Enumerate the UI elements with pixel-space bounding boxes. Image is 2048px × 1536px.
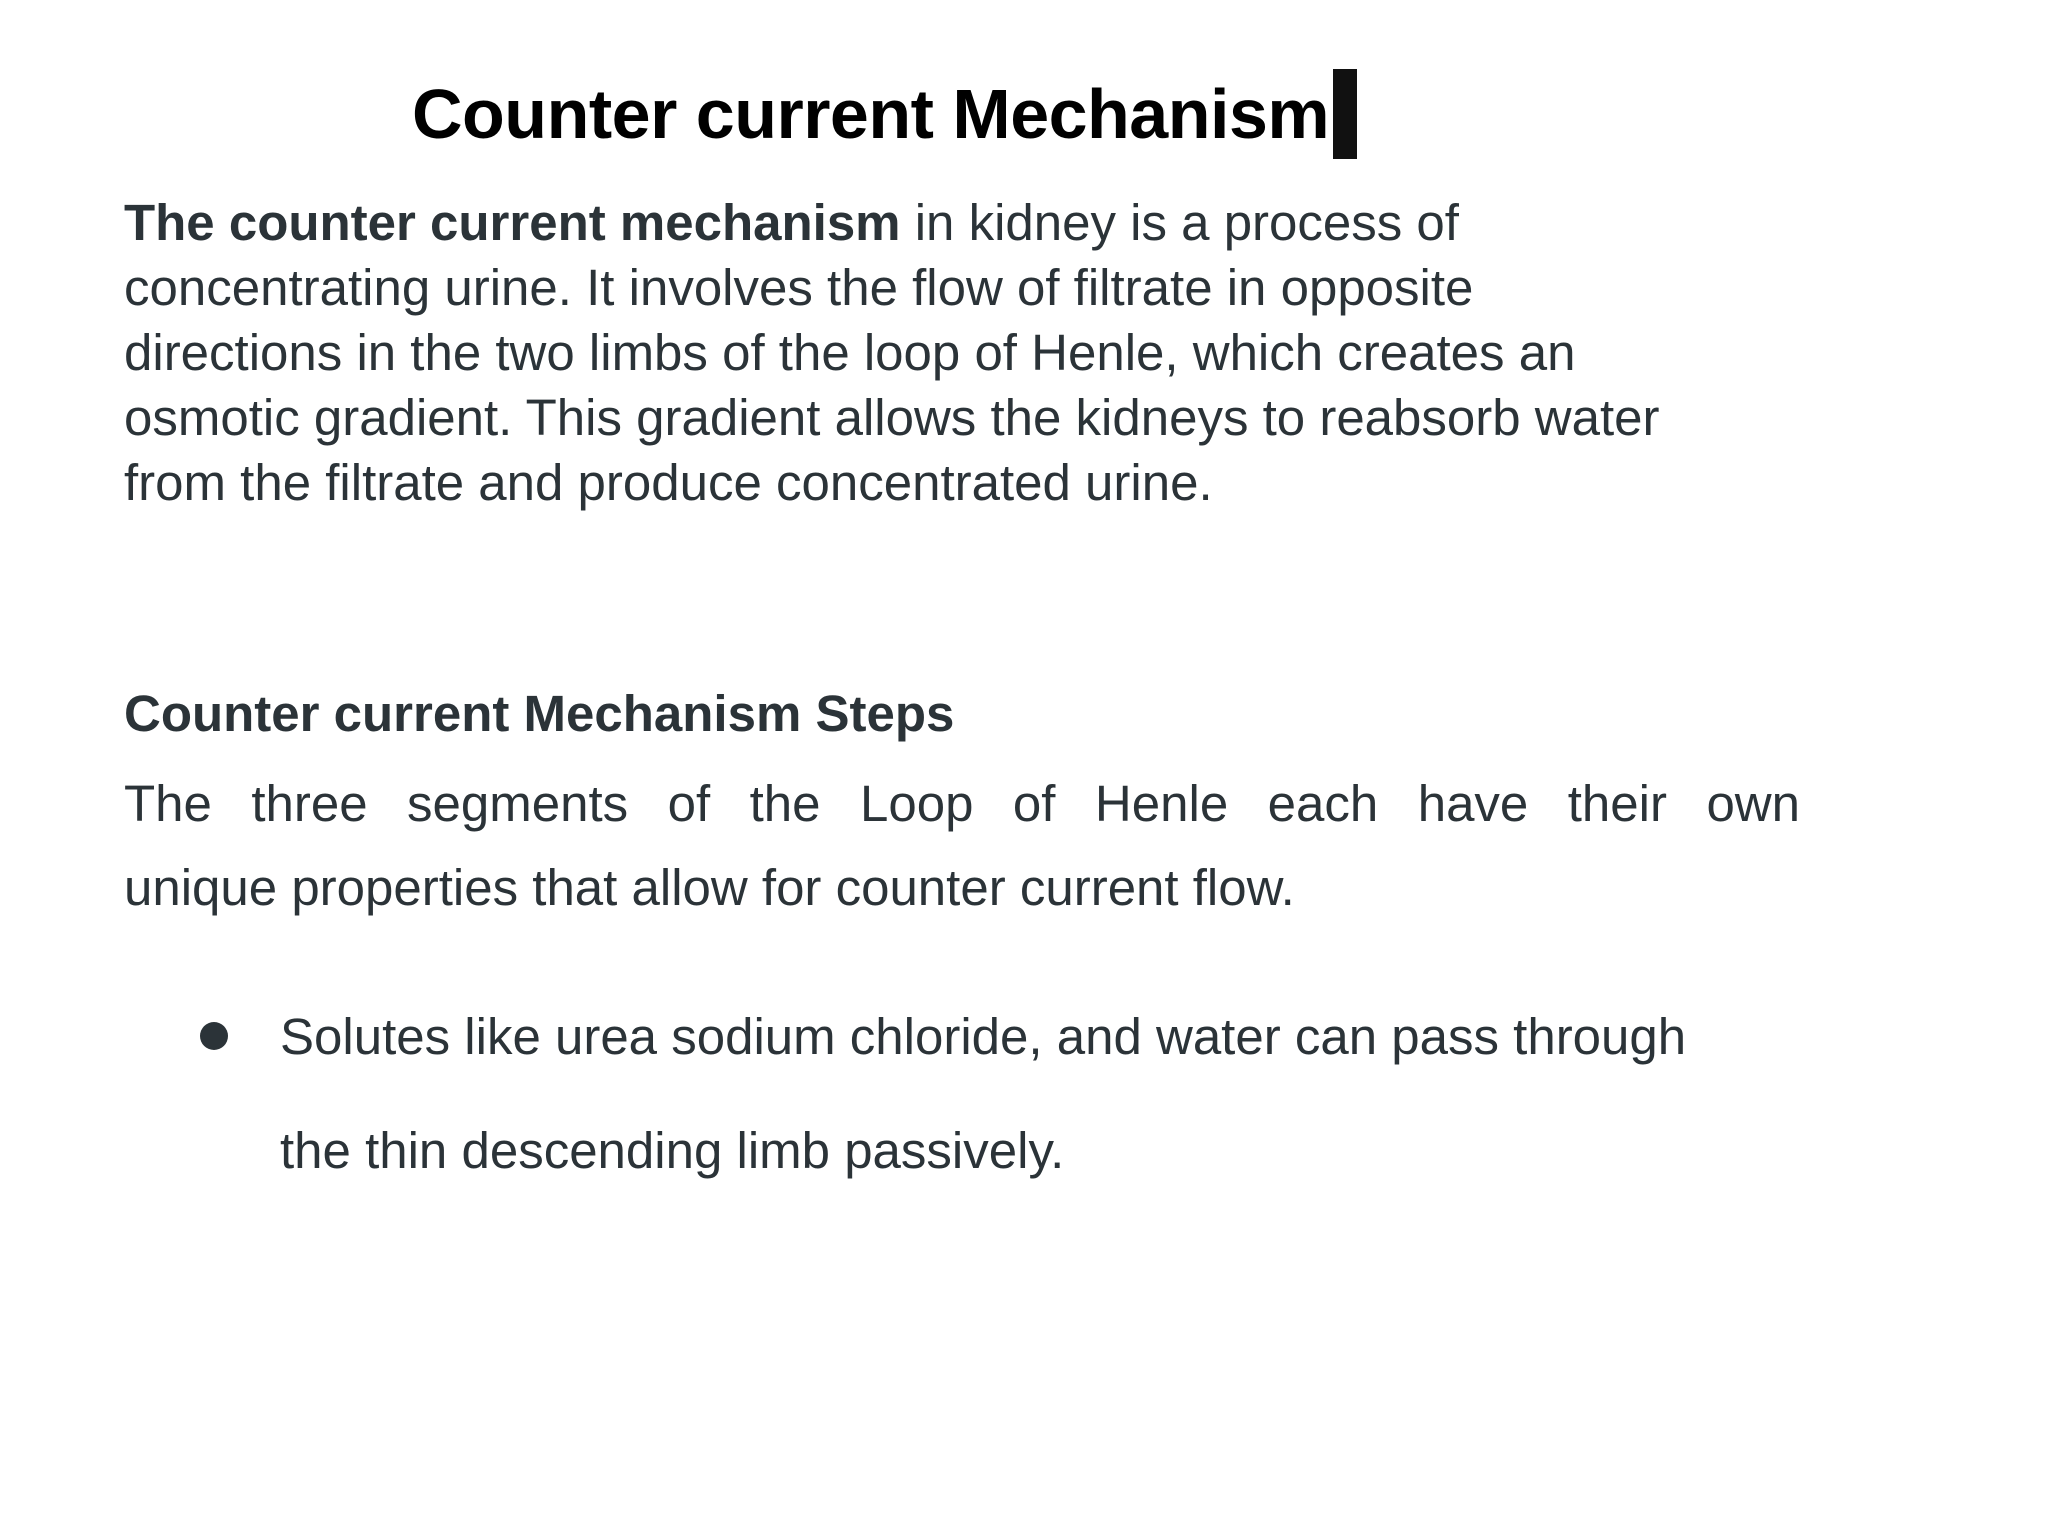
bullet-dot-icon bbox=[200, 1022, 228, 1050]
page-title: Counter current Mechanism bbox=[412, 75, 1330, 153]
intro-line: concentrating urine. It involves the flow of filtrate in opposite bbox=[124, 259, 1474, 316]
intro-line-text: in kidney is a process of bbox=[900, 194, 1459, 251]
intro-line bbox=[124, 190, 1824, 255]
intro-line: directions in the two limbs of the loop of Henle, which creates an bbox=[124, 324, 1576, 381]
steps-para-line: The three segments of the Loop of Henle each have their own bbox=[124, 775, 1800, 832]
bullet-line: Solutes like urea sodium chloride, and water can pass through bbox=[280, 1008, 1687, 1065]
steps-para-line: unique properties that allow for counter current flow. bbox=[124, 859, 1295, 916]
steps-paragraph bbox=[124, 762, 1800, 930]
page-title-container bbox=[412, 66, 1357, 162]
bullet-line: the thin descending limb passively. bbox=[280, 1122, 1065, 1179]
steps-bullet-list bbox=[0, 980, 2048, 1208]
text-cursor bbox=[1333, 69, 1357, 159]
intro-line: from the filtrate and produce concentrated urine. bbox=[124, 454, 1213, 511]
steps-heading: Counter current Mechanism Steps bbox=[124, 685, 955, 742]
intro-line: osmotic gradient. This gradient allows the kidneys to reabsorb water bbox=[124, 389, 1660, 446]
intro-lead-bold: The counter current mechanism bbox=[124, 194, 901, 251]
intro-paragraph bbox=[124, 190, 1824, 515]
list-item bbox=[0, 980, 2048, 1208]
